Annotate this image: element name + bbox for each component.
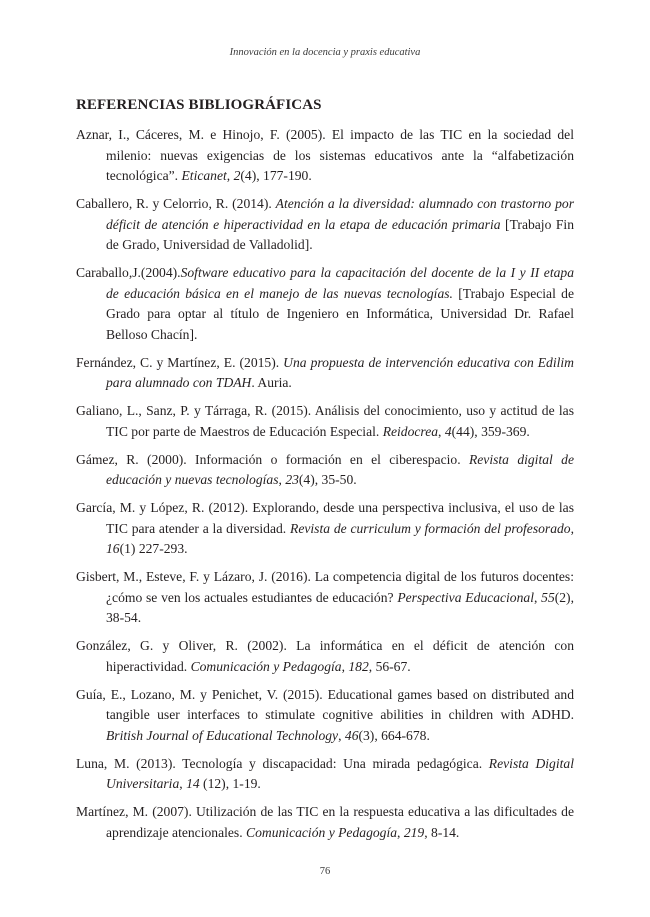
reference-text: , [226,168,234,183]
reference-italic-text: 55 [541,589,555,605]
reference-text: [Trabajo Fin de Grado, Universidad de Valladolid]. [106,216,575,252]
reference-text: Caraballo,J.(2004). [76,265,181,280]
reference-text: Guía, E., Lozano, M. y Penichet, V. (2015). Educational games based on distributed and tangible user interfaces to stimulate cognitive abilities in children with ADHD. [76,686,574,722]
reference-entry [76,498,574,560]
reference-entry [76,636,574,677]
reference-text: , [338,727,345,743]
reference-text: (12), 1-19. [199,776,261,791]
reference-text: , [278,472,286,487]
reference-text: (4), 35-50. [298,472,357,487]
reference-text: , [570,520,575,536]
reference-entry [76,401,574,442]
reference-entry [76,802,574,843]
reference-italic-text: British Journal of Educational Technology [106,727,339,743]
reference-italic-text: Software educativo para la capacitación del docente de la I y II etapa de educación básica en el manejo de las nuevas tecnologías. [106,265,574,301]
reference-entry [76,754,574,795]
reference-text: González, G. y Oliver, R. (2002). La informática en el déficit de atención con hiperactividad. [76,638,574,674]
page-number: 76 [319,866,331,877]
section-title: REFERENCIAS BIBLIOGRÁFICAS [76,97,322,113]
reference-italic-text: Revista digital de educación y nuevas tecnologías [106,451,574,487]
reference-entry [76,353,574,394]
reference-text: Caballero, R. y Celorrio, R. (2014). [76,196,276,211]
reference-entry [76,567,574,629]
reference-entry [76,263,574,345]
reference-list [76,125,574,851]
reference-entry [76,450,574,491]
reference-entry [76,194,574,256]
reference-italic-text: 182 [348,658,369,674]
reference-text: Gisbert, M., Esteve, F. y Lázaro, J. (2016). La competencia digital de los futuros docentes: ¿cómo se ven los actuales estudiantes de educación? [76,569,574,605]
reference-text: (44), 359-369. [451,423,530,439]
reference-italic-text: 16 [106,541,120,556]
reference-italic-text: Perspectiva Educacional [397,589,534,605]
reference-italic-text: 23 [285,472,299,487]
reference-entry [76,125,574,187]
reference-text: Martínez, M. (2007). Utilización de las TIC en la respuesta educativa a las dificultades de aprendizaje atencionales. [76,804,574,840]
reference-italic-text: Revista de curriculum y formación del profesorado [290,520,571,536]
reference-entry [76,685,574,747]
running-header: Innovación en la docencia y praxis educativa [229,47,421,58]
reference-text: , [438,423,445,439]
reference-italic-text: Una propuesta de intervención educativa con Edilim para alumnado con TDAH [106,354,574,390]
reference-text: Fernández, C. y Martínez, E. (2015). [76,354,284,370]
reference-text: [Trabajo Especial de Grado para optar al título de Ingeniero en Informática, Universidad Dr. Rafael Belloso Chacín]. [106,285,574,342]
reference-text: Gámez, R. (2000). Información o formación en el ciberespacio. [76,451,469,467]
reference-italic-text: 2 [233,168,241,183]
reference-text: Galiano, L., Sanz, P. y Tárraga, R. (2015). Análisis del conocimiento, uso y actitud de las TIC por parte de Maestros de Educación Especial. [76,403,574,439]
reference-italic-text: Comunicación y Pedagogía [246,824,398,840]
reference-text: , [533,589,542,605]
reference-italic-text: Eticanet [181,168,227,183]
reference-text: . Auria. [251,375,292,390]
reference-text: , [397,824,404,840]
reference-italic-text: Comunicación y Pedagogía [190,658,342,674]
reference-italic-text: 14 [186,776,200,791]
reference-text: (2), 38-54. [106,589,574,625]
reference-text: (1) 227-293. [119,541,188,556]
reference-text: , 8-14. [424,824,460,840]
reference-italic-text: Revista Digital Universitaria [106,755,574,791]
reference-text: Luna, M. (2013). Tecnología y discapacidad: Una mirada pedagógica. [76,755,489,771]
reference-text: García, M. y López, R. (2012). Explorando, desde una perspectiva inclusiva, el uso de las TIC para atender a la diversidad. [76,500,574,536]
reference-text: , [341,658,349,674]
reference-text: (4), 177-190. [240,168,312,183]
reference-italic-text: 4 [444,423,452,439]
reference-text: , [179,776,187,791]
reference-text: , 56-67. [368,658,411,674]
reference-italic-text: Reidocrea [382,423,439,439]
reference-italic-text: 46 [344,727,359,743]
reference-italic-text: Atención a la diversidad: alumnado con trastorno por déficit de atención e hiperactividad en la etapa de educación primaria [106,196,574,232]
reference-italic-text: 219 [403,824,425,840]
reference-text: Aznar, I., Cáceres, M. e Hinojo, F. (2005). El impacto de las TIC en la sociedad del milenio: nuevas exigencias de los sistemas educativos ante la “alfabetización tecnológica”. [76,127,574,183]
reference-text: (3), 664-678. [358,727,430,743]
